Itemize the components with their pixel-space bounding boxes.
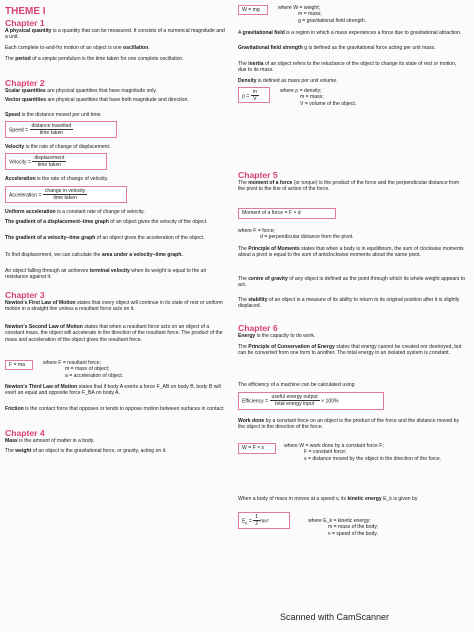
chapter-3-heading: Chapter 3 [5, 290, 45, 300]
ke-where: where E_k = kinetic energy; m = mass of the body; v = speed of the body. [308, 518, 379, 537]
density-formula: ρ = $\frac{m}{V}$ [238, 87, 270, 103]
moment-formula: Moment of a force = F × d [238, 208, 336, 219]
ch1-oscillation: Each complete to-and-fro motion of an object is one oscillation. [5, 45, 150, 51]
ch4-mass: Mass is the amount of matter in a body. [5, 438, 95, 444]
ch6-energy: Energy is the capacity to do work. [238, 333, 316, 339]
work-formula: W = F × s [238, 443, 276, 454]
fma-where: where F = resultant force; m = mass of object; a = acceleration of object. [43, 360, 124, 379]
density-where: where ρ = density; m = mass; V = volume of the object. [280, 88, 357, 107]
wmg-where: where W = weight; m = mass; g = gravitational field strength. [278, 5, 367, 24]
chapter-6-heading: Chapter 6 [238, 323, 278, 333]
ch5-principle-of-moments: The Principle of Moments states that when a body is in equilibrium, the sum of clockwise moments about a pivot is equal to the sum of anticlockwise moments about the same pivot. [238, 246, 464, 259]
ch2-velocity: Velocity is the rate of change of displacement. [5, 144, 111, 150]
theme-title: THEME I [5, 6, 46, 17]
ch2-scalar: Scalar quantities are physical quantities that have magnitude only. [5, 88, 157, 94]
ch5-stability: The stability of an object is a measure of its ability to return to its original position after it is slightly displaced. [238, 297, 460, 310]
work-where: where W = work done by a constant force F; F = constant force; s = distance moved by the object in the direction of the force. [284, 443, 442, 462]
fma-formula: F = ma [5, 360, 33, 370]
ch2-gradient-displacement: The gradient of a displacement–time graph of an object gives the velocity of the object. [5, 219, 208, 225]
ch2-gradient-velocity: The gradient of a velocity–time graph of an object gives the acceleration of the object. [5, 235, 205, 241]
chapter-4-heading: Chapter 4 [5, 428, 45, 438]
moment-where: where F = force; d = perpendicular distance from the pivot. [238, 228, 354, 241]
ch5-centre-of-gravity: The centre of gravity of any object is defined as the point through which its whole weight appears to act. [238, 276, 466, 289]
ch2-area-under-graph: To find displacement, we can calculate the area under a velocity–time graph. [5, 252, 183, 258]
chapter-5-heading: Chapter 5 [238, 170, 278, 180]
ch2-uniform-acceleration: Uniform acceleration is a constant rate of change of velocity. [5, 209, 145, 215]
ch2-terminal-velocity: An object falling through air achieves terminal velocity when its weight is equal to the air resistance against it. [5, 268, 207, 281]
ch4-inertia: The inertia of an object refers to the reluctance of the object to change its state of rest or motion, due to its mass. [238, 61, 457, 74]
ch6-kinetic-energy: When a body of mass m moves at a speed v, its kinetic energy E_k is given by [238, 496, 418, 502]
ch1-period: The period of a simple pendulum is the time taken for one complete oscillation. [5, 56, 184, 62]
chapter-1-heading: Chapter 1 [5, 18, 45, 28]
ch6-efficiency-intro: The efficiency of a machine can be calculated using [238, 382, 355, 388]
ch4-field-strength: Gravitational field strength g is defined as the gravitational force acting per unit mass. [238, 45, 436, 51]
ch5-moment: The moment of a force (or torque) is the product of the force and the perpendicular distance from the pivot to the line of action of the force. [238, 180, 460, 193]
velocity-formula: Velocity = $\frac{\text{displacement}}{\text{time taken}}$ [5, 153, 107, 170]
ch6-conservation: The Principle of Conservation of Energy states that energy cannot be created nor destroyed, but can be converted from one form to another. The total energy in an isolated system is constant. [238, 344, 462, 357]
ch4-gravitational-field: A gravitational field is a region in which a mass experiences a force due to gravitational attraction. [238, 30, 462, 36]
kinetic-energy-formula: $E_k$ = $\frac{1}{2}$ mv² [238, 512, 290, 529]
ch2-speed: Speed is the distance moved per unit time. [5, 112, 102, 118]
chapter-2-heading: Chapter 2 [5, 78, 45, 88]
ch3-newton-second-law: Newton's Second Law of Motion states that when a resultant force acts on an object of a constant mass, the object will accelerate in the direction of the resultant force. The product of the mass and acceleration of the object gives the resultant force. [5, 324, 223, 343]
ch4-weight: The weight of an object is the gravitational force, or gravity, acting on it. [5, 448, 167, 454]
acceleration-formula: Acceleration = $\frac{\text{change in velocity}}{\text{time taken}}$ [5, 186, 127, 203]
ch3-friction: Friction is the contact force that opposes or tends to oppose motion between surfaces in contact. [5, 406, 225, 412]
ch1-physical-quantity: A physical quantity is a quantity that can be measured. It consists of a numerical magnitude and a unit. [5, 28, 225, 41]
scanner-watermark: Scanned with CamScanner [280, 612, 390, 622]
ch3-newton-first-law: Newton's First Law of Motion states that every object will continue in its state of rest or uniform motion in a straight line unless a resultant force acts on it. [5, 300, 223, 313]
speed-formula: Speed = $\frac{\text{distance travelled}}{\text{time taken}}$ [5, 121, 117, 138]
ch6-work-done: Work done by a constant force on an object is the product of the force and the distance moved by the object in the direction of the force. [238, 418, 460, 431]
ch3-newton-third-law: Newton's Third Law of Motion states that if body A exerts a force F_AB on body B, body B will exert an equal and opposite force F_BA on body A. [5, 384, 221, 397]
wmg-formula: W = mg [238, 5, 268, 15]
ch4-density: Density is defined as mass per unit volume. [238, 78, 338, 84]
ch2-vector: Vector quantities are physical quantities that have both magnitude and direction. [5, 97, 189, 103]
ch2-acceleration: Acceleration is the rate of change of velocity. [5, 176, 109, 182]
efficiency-formula: Efficiency = $\frac{\text{useful energy output}}{\text{total energy input}}$ × 100% [238, 392, 384, 410]
